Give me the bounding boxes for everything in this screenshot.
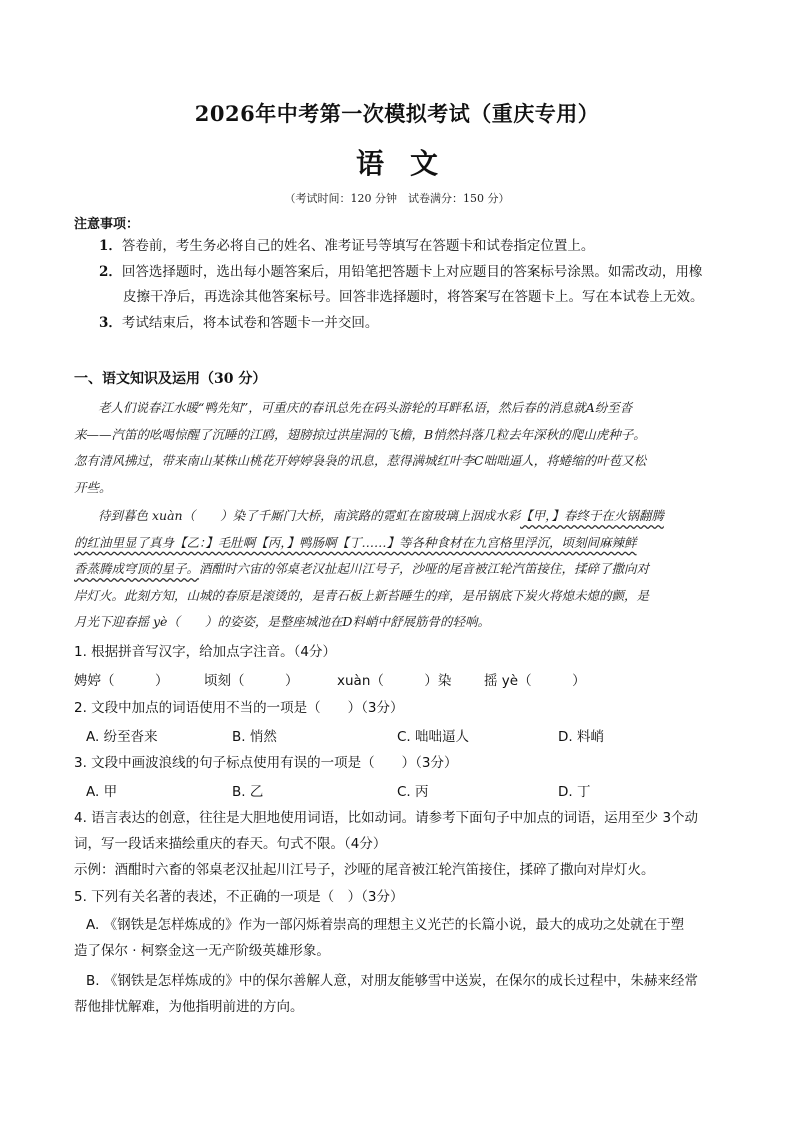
notice-item-2 xyxy=(99,260,739,310)
q3-option-b: B. 乙 xyxy=(232,784,264,800)
notice-item-number: 2． xyxy=(99,264,122,280)
exam-title: 2026年中考第一次模拟考试（重庆专用） xyxy=(194,101,600,126)
notice-item-number: 1． xyxy=(99,238,122,254)
q2-option-d: D. 料峭 xyxy=(558,729,604,745)
passage-paragraph-2 xyxy=(74,503,722,636)
passage-line xyxy=(74,503,722,530)
passage-line xyxy=(74,556,722,583)
exam-info: （考试时间：120 分钟 试卷满分：150 分） xyxy=(284,192,510,205)
question-2-options xyxy=(74,725,724,747)
wavy-underlined-sentence: 【甲，】春终于在火锅翻腾 xyxy=(520,508,664,523)
q3-option-a: A. 甲 xyxy=(86,784,118,800)
passage-line: 忽有清风拂过，带来南山某株山桃花开婷婷袅袅的讯息，惹得满城红叶李C咄咄逼人，将蜷缩的叶苞又松 xyxy=(74,453,647,468)
question-5-stem: 5. 下列有关名著的表述，不正确的一项是（ ）（3分） xyxy=(74,889,404,905)
q2-option-c: C. 咄咄逼人 xyxy=(397,729,470,745)
notice-item-continuation: 皮擦干净后，再选涂其他答案标号。回答非选择题时，将答案写在答题卡上。写在本试卷上无效。 xyxy=(123,289,704,305)
question-4-stem-line-1: 4. 语言表达的创意，往往是大胆地使用词语，比如动词。请参考下面句子中加点的词语，运用至少 3个动 xyxy=(74,810,699,826)
question-2-stem: 2. 文段中加点的词语使用不当的一项是（ ）（3分） xyxy=(74,700,404,716)
passage-text: 酒酣时六宙的邻桌老汉扯起川江号子，沙哑的尾音被江轮汽笛接住，揉碎了撒向对 xyxy=(199,561,650,576)
section-heading: 一、语文知识及运用（30 分） xyxy=(74,371,267,387)
notice-item-text: 考试结束后，将本试卷和答题卡一并交回。 xyxy=(121,315,379,331)
wavy-underlined-sentence: 香蒸腾成穹顶的星子。 xyxy=(74,561,200,576)
question-5-option-b xyxy=(74,968,724,1020)
notice-item-3 xyxy=(99,311,739,336)
passage-line: 开些。 xyxy=(74,479,112,495)
q1-item: 顷刻（ ） xyxy=(204,673,299,689)
passage-paragraph-1 xyxy=(74,395,722,501)
question-5-option-a xyxy=(74,912,724,964)
passage-line: 岸灯火。此刻方知，山城的春原是滚烫的，是青石板上新苔睡生的痒，是吊锅底下炭火将熄未熄的颤，是 xyxy=(74,587,650,603)
q1-item: 摇 yè（ ） xyxy=(484,673,586,689)
question-1-items xyxy=(74,669,724,691)
notice-item-text: 回答选择题时，选出每小题答案后，用铅笔把答题卡上对应题目的答案标号涂黑。如需改动，用橡 xyxy=(121,264,703,280)
question-4-example: 示例：酒酣时六畜的邻桌老汉扯起川江号子，沙哑的尾音被江轮汽笛接住，揉碎了撒向对岸灯火。 xyxy=(74,862,655,878)
q5-option-a-line-1: A. 《钢铁是怎样炼成的》作为一部闪烁着崇高的理想主义光芒的长篇小说，最大的成功之处就在于塑 xyxy=(86,917,685,933)
wavy-underlined-sentence: 的红油里显了真身【乙：】毛肚啊【丙，】鸭肠啊【丁……】等各种食材在九宫格里浮沉，顷刻间麻辣鲜 xyxy=(74,534,637,550)
question-3-options xyxy=(74,780,724,802)
notice-item-text: 答卷前，考生务必将自己的姓名、准考证号等填写在答题卡和试卷指定位置上。 xyxy=(121,238,595,254)
passage-line xyxy=(74,530,722,557)
subject-title: 语文 xyxy=(355,147,464,180)
q2-option-a: A. 纷至沓来 xyxy=(86,729,158,745)
q1-item: xuàn（ ）染 xyxy=(337,673,452,689)
passage-text: 待到暮色 xuàn（ ）染了千厮门大桥，南滨路的霓虹在窗玻璃上洇成水彩 xyxy=(98,508,521,523)
q5-option-a-line-2: 造了保尔 · 柯察金这一无产阶级英雄形象。 xyxy=(74,943,330,959)
q1-item: 娉婷（ ） xyxy=(74,673,169,689)
q5-option-b-line-1: B. 《钢铁是怎样炼成的》中的保尔善解人意，对朋友能够雪中送炭，在保尔的成长过程中，朱赫来经常 xyxy=(86,973,698,989)
notice-item-1 xyxy=(99,234,739,259)
passage-line: 月光下迎春摇 yè（ ）的姿姿，是整座城池在D料峭中舒展筋骨的轻响。 xyxy=(74,614,490,629)
notice-title: 注意事项： xyxy=(74,217,140,232)
notice-item-number: 3． xyxy=(99,315,122,331)
q2-option-b: B. 悄然 xyxy=(232,729,277,745)
passage-line: 来——汽笛的吆喝惊醒了沉睡的江鸥，翅膀掠过洪崖洞的飞檐，B悄然抖落几粒去年深秋的爬山虎种子。 xyxy=(74,426,646,442)
passage-line: 老人们说春江水暖“鸭先知”，可重庆的春讯总先在码头游轮的耳畔私语，然后春的消息就A纷至沓 xyxy=(98,400,633,415)
q5-option-b-line-2: 帮他排忧解难，为他指明前进的方向。 xyxy=(74,999,304,1015)
q3-option-d: D. 丁 xyxy=(558,784,591,800)
question-4-stem-line-2: 词，写一段话来描绘重庆的春天。句式不限。（4分） xyxy=(74,836,387,852)
q3-option-c: C. 丙 xyxy=(397,784,429,800)
question-1-stem: 1. 根据拼音写汉字，给加点字注音。（4分） xyxy=(74,644,337,660)
question-3-stem: 3. 文段中画波浪线的句子标点使用有误的一项是（ ）（3分） xyxy=(74,755,458,771)
